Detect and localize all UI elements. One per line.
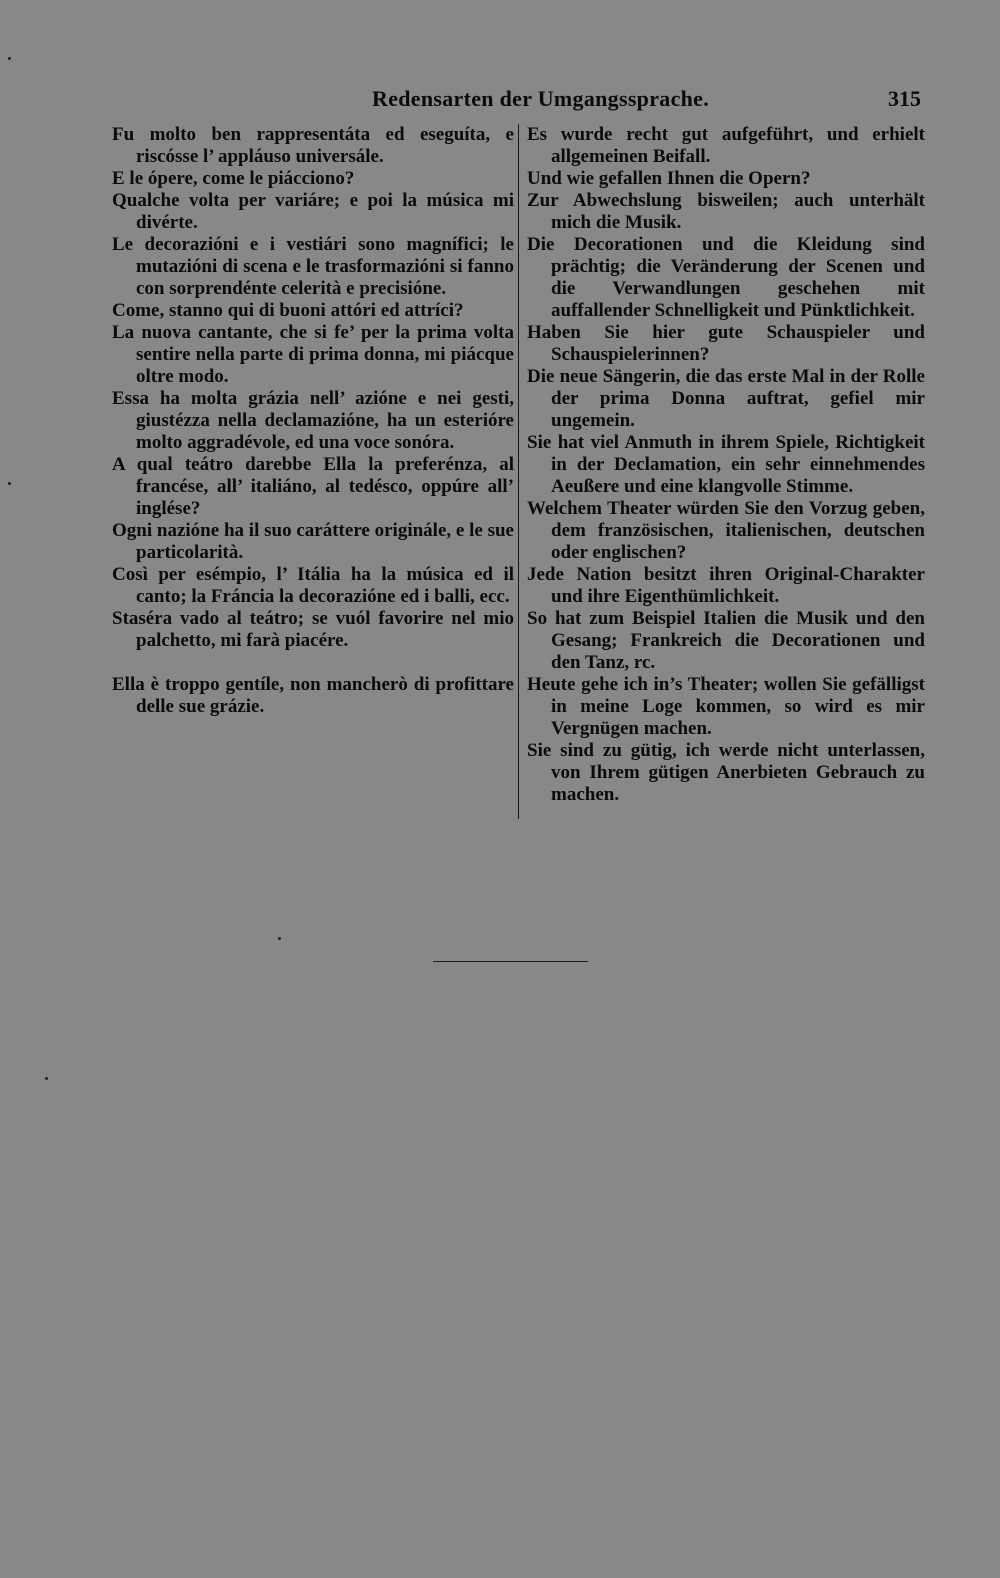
german-phrase: Sie sind zu gütig, ich werde nicht unterlassen, von Ihrem gütigen Anerbieten Gebrauch zu machen. bbox=[527, 740, 925, 805]
end-rule bbox=[433, 961, 588, 962]
german-phrase: Und wie gefallen Ihnen die Opern? bbox=[527, 168, 811, 189]
german-phrase: Sie hat viel Anmuth in ihrem Spiele, Richtigkeit in der Declamation, ein sehr einnehmendes Aeußere und eine klangvolle Stimme. bbox=[527, 432, 925, 497]
ink-speck bbox=[278, 937, 281, 940]
italian-phrase: Fu molto ben rappresentáta ed eseguíta, e riscósse l’ appláuso universále. bbox=[112, 124, 514, 167]
german-phrase: Die neue Sängerin, die das erste Mal in der Rolle der prima Donna auftrat, gefiel mir ungemein. bbox=[527, 366, 925, 431]
header-title: Redensarten der Umgangssprache. bbox=[372, 86, 710, 111]
page-number: 315 bbox=[888, 86, 921, 111]
ink-speck bbox=[8, 57, 11, 60]
german-phrase: Zur Abwechslung bisweilen; auch unterhält mich die Musik. bbox=[527, 190, 925, 233]
italian-phrase: Ella è troppo gentíle, non mancherò di profittare delle sue grázie. bbox=[112, 674, 514, 717]
running-header bbox=[0, 86, 1000, 116]
italian-phrase: A qual teátro darebbe Ella la preferénza, al francése, all’ italiáno, al tedésco, oppúre all’ inglése? bbox=[112, 454, 514, 519]
italian-column bbox=[112, 124, 514, 718]
german-column bbox=[527, 124, 925, 806]
italian-phrase: Come, stanno qui di buoni attóri ed attríci? bbox=[112, 300, 464, 321]
german-phrase: Jede Nation besitzt ihren Original-Charakter und ihre Eigenthümlichkeit. bbox=[527, 564, 925, 607]
italian-phrase: Staséra vado al teátro; se vuól favorire nel mio palchetto, mi farà piacére. bbox=[112, 608, 514, 651]
german-phrase: So hat zum Beispiel Italien die Musik und den Gesang; Frankreich die Decorationen und den Tanz, rc. bbox=[527, 608, 925, 673]
italian-phrase: Qualche volta per variáre; e poi la música mi divérte. bbox=[112, 190, 514, 233]
column-divider bbox=[518, 124, 519, 819]
italian-phrase: Le decorazióni e i vestiári sono magnífici; le mutazióni di scena e le trasformazióni si fanno con sorprendénte celerità e precisióne. bbox=[112, 234, 514, 299]
ink-speck bbox=[45, 1077, 48, 1080]
german-phrase: Haben Sie hier gute Schauspieler und Schauspielerinnen? bbox=[527, 322, 925, 365]
italian-phrase: Essa ha molta grázia nell’ azióne e nei gesti, giustézza nella declamazióne, ha un esterióre molto aggradévole, ed una voce sonóra. bbox=[112, 388, 514, 453]
ink-speck bbox=[8, 482, 11, 485]
german-phrase: Welchem Theater würden Sie den Vorzug geben, dem französischen, italienischen, deutschen oder englischen? bbox=[527, 498, 925, 563]
german-phrase: Heute gehe ich in’s Theater; wollen Sie gefälligst in meine Loge kommen, so wird es mir Vergnügen machen. bbox=[527, 674, 925, 739]
italian-phrase: La nuova cantante, che si fe’ per la prima volta sentire nella parte di prima donna, mi piácque oltre modo. bbox=[112, 322, 514, 387]
italian-phrase: Ogni nazióne ha il suo caráttere originále, e le sue particolarità. bbox=[112, 520, 514, 563]
german-phrase: Die Decorationen und die Kleidung sind prächtig; die Veränderung der Scenen und die Verwandlungen geschehen mit auffallender Schnelligkeit und Pünktlichkeit. bbox=[527, 234, 925, 321]
italian-phrase: Così per esémpio, l’ Itália ha la música ed il canto; la Fráncia la decorazióne ed i balli, ecc. bbox=[112, 564, 514, 607]
italian-phrase: E le ópere, come le piácciono? bbox=[112, 168, 355, 189]
german-phrase: Es wurde recht gut aufgeführt, und erhielt allgemeinen Beifall. bbox=[527, 124, 925, 167]
